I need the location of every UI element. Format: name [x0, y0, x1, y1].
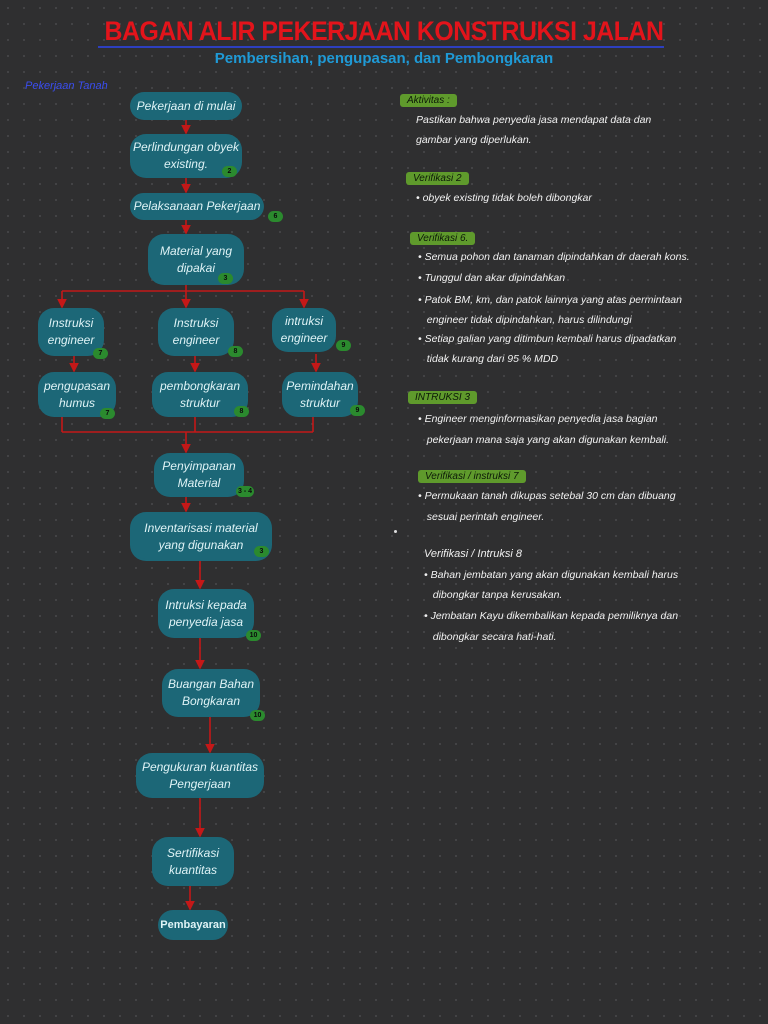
node-pekerjaan-dimulai: Pekerjaan di mulai [132, 94, 240, 118]
badge-3b: 3 [254, 546, 269, 557]
badge-6: 6 [268, 211, 283, 222]
verifikasi6-line-6: tidak kurang dari 95 % MDD [418, 353, 559, 365]
stray-dot [394, 530, 397, 533]
node-inventarisasi-material: Inventarisasi material yang digunakan [132, 514, 270, 559]
verifikasi8-line-3: • Jembatan Kayu dikembalikan kepada pemiliknya dan [424, 610, 679, 622]
heading-verifikasi-8: Verifikasi / Intruksi 8 [424, 548, 523, 560]
node-buangan-bahan-bongkaran: Buangan Bahan Bongkaran [164, 671, 258, 715]
heading-verifikasi-6: Verifikasi 6. [410, 232, 475, 245]
badge-9b: 9 [350, 405, 365, 416]
aktivitas-line-1: Pastikan bahwa penyedia jasa mendapat data dan [416, 114, 652, 126]
node-pembongkaran-struktur: pembongkaran struktur [154, 374, 246, 415]
heading-aktivitas: Aktivitas : [400, 94, 457, 107]
verifikasi8-line-4: dibongkar secara hati-hati. [424, 631, 557, 643]
badge-3: 3 [218, 273, 233, 284]
node-pelaksanaan-pekerjaan: Pelaksanaan Pekerjaan [132, 195, 262, 218]
verifikasi7-line-2: sesuai perintah engineer. [418, 511, 545, 523]
heading-verifikasi-2: Verifikasi 2 [406, 172, 469, 185]
verifikasi2-line-1: • obyek existing tidak boleh dibongkar [416, 192, 592, 204]
badge-9a: 9 [336, 340, 351, 351]
node-material-dipakai: Material yang dipakai [150, 236, 242, 283]
verifikasi8-line-1: • Bahan jembatan yang akan digunakan kembali harus [424, 569, 679, 581]
verifikasi6-line-2: • Tunggul dan akar dipindahkan [418, 272, 566, 284]
page-title: BAGAN ALIR PEKERJAAN KONSTRUKSI JALAN [104, 16, 664, 46]
badge-10a: 10 [246, 630, 261, 641]
intruksi3-line-1: • Engineer menginformasikan penyedia jasa bagian [418, 413, 658, 425]
node-pengukuran-kuantitas: Pengukuran kuantitas Pengerjaan [138, 755, 262, 796]
aktivitas-line-2: gambar yang diperlukan. [416, 134, 532, 146]
badge-7b: 7 [100, 408, 115, 419]
node-sertifikasi-kuantitas: Sertifikasi kuantitas [154, 839, 232, 884]
verifikasi7-line-1: • Permukaan tanah dikupas setebal 30 cm dan dibuang [418, 490, 676, 502]
node-instruksi-engineer-9: intruksi engineer [274, 310, 334, 350]
heading-verifikasi-7: Verifikasi / instruksi 7 [418, 470, 526, 483]
node-pembayaran: Pembayaran [160, 912, 226, 938]
badge-10b: 10 [250, 710, 265, 721]
verifikasi6-line-1: • Semua pohon dan tanaman dipindahkan dr daerah kons. [418, 251, 690, 263]
intruksi3-line-2: pekerjaan mana saja yang akan digunakan kembali. [418, 434, 669, 446]
badge-7a: 7 [93, 348, 108, 359]
badge-3-4: 3 - 4 [238, 488, 253, 495]
section-label: Pekerjaan Tanah [25, 80, 108, 92]
badge-8a: 8 [228, 346, 243, 357]
node-pengupasan-humus: pengupasan humus [40, 374, 114, 415]
node-pemindahan-struktur: Pemindahan struktur [284, 374, 356, 415]
node-penyimpanan-material: Penyimpanan Material [156, 455, 242, 495]
heading-intruksi-3: INTRUKSI 3 [408, 391, 477, 404]
verifikasi6-line-4: engineer tidak dipindahkan, harus dilindungi [418, 314, 632, 326]
page-subtitle: Pembersihan, pengupasan, dan Pembongkaran [214, 50, 554, 67]
node-intruksi-penyedia-jasa: Intruksi kepada penyedia jasa [160, 591, 252, 636]
badge-2: 2 [222, 166, 237, 177]
verifikasi8-line-2: dibongkar tanpa kerusakan. [424, 589, 563, 601]
badge-8b: 8 [234, 406, 249, 417]
node-perlindungan-obyek: Perlindungan obyek existing. [132, 136, 240, 176]
node-instruksi-engineer-7: Instruksi engineer [40, 310, 102, 354]
verifikasi6-line-5: • Setiap galian yang ditimbun kembali harus dipadatkan [418, 333, 677, 345]
node-instruksi-engineer-8: Instruksi engineer [160, 310, 232, 354]
verifikasi6-line-3: • Patok BM, km, dan patok lainnya yang atas permintaan [418, 294, 682, 306]
